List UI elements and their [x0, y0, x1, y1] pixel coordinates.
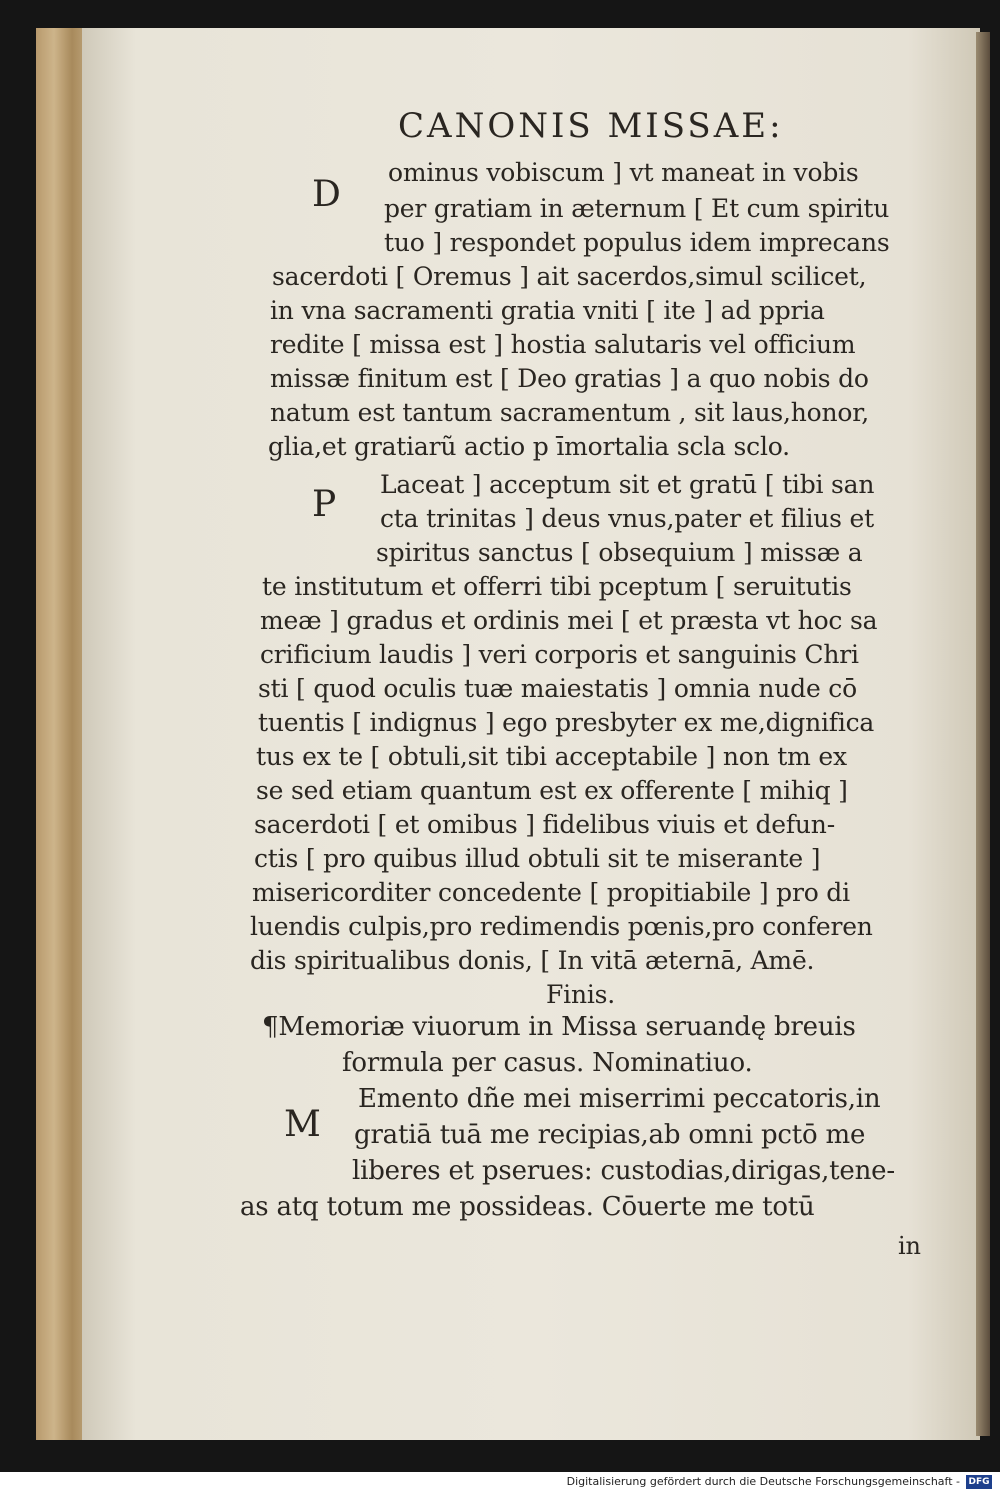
text-line: as atq totum me possideas. Cōuerte me totū	[240, 1192, 815, 1222]
text-line: Laceat ] acceptum sit et gratū [ tibi san	[380, 470, 875, 499]
text-line: tuo ] respondet populus idem imprecans	[384, 228, 890, 257]
initial-p: P	[312, 484, 337, 525]
text-line: redite [ missa est ] hostia salutaris vel officium	[270, 330, 856, 359]
footer-bar	[0, 1472, 1000, 1492]
finis-label: Finis.	[546, 980, 616, 1009]
text-line: te institutum et offerri tibi pceptum [ seruitutis	[262, 572, 852, 601]
text-line: liberes et pserues: custodias,dirigas,tene-	[352, 1156, 895, 1186]
running-head: CANONIS MISSAE:	[398, 106, 784, 146]
text-line: gratiā tuā me recipias,ab omni pctō me	[354, 1120, 866, 1150]
text-line: formula per casus. Nominatiuo.	[342, 1048, 753, 1078]
text-line: in vna sacramenti gratia vniti [ ite ] ad ppria	[270, 296, 825, 325]
text-line: ominus vobiscum ] vt maneat in vobis	[388, 158, 859, 187]
text-line: luendis culpis,pro redimendis pœnis,pro conferen	[250, 912, 873, 941]
initial-m: M	[284, 1104, 321, 1145]
text-line: glia,et gratiarũ actio p īmortalia scla sclo.	[268, 432, 790, 461]
text-line: sacerdoti [ et omibus ] fidelibus viuis et defun-	[254, 810, 835, 839]
text-line: Emento dñe mei miserrimi peccatoris,in	[358, 1084, 881, 1114]
text-line: se sed etiam quantum est ex offerente [ mihiq ]	[256, 776, 848, 805]
text-line: missæ finitum est [ Deo gratias ] a quo nobis do	[270, 364, 869, 393]
text-line: cta trinitas ] deus vnus,pater et filius et	[380, 504, 874, 533]
funding-notice: Digitalisierung gefördert durch die Deutsche Forschungsgemeinschaft -	[566, 1475, 960, 1488]
text-line: per gratiam in æternum [ Et cum spiritu	[384, 194, 890, 223]
text-line: sacerdoti [ Oremus ] ait sacerdos,simul scilicet,	[272, 262, 867, 291]
text-line: meæ ] gradus et ordinis mei [ et præsta vt hoc sa	[260, 606, 878, 635]
dfg-logo: DFG	[966, 1475, 992, 1489]
catchword: in	[898, 1232, 921, 1260]
initial-d: D	[312, 174, 341, 215]
text-line: ¶Memoriæ viuorum in Missa seruandę breuis	[262, 1012, 856, 1042]
text-line: ctis [ pro quibus illud obtuli sit te miserante ]	[254, 844, 821, 873]
text-line: tus ex te [ obtuli,sit tibi acceptabile ] non tm ex	[256, 742, 847, 771]
text-line: sti [ quod oculis tuæ maiestatis ] omnia nude cō	[258, 674, 857, 703]
text-line: tuentis [ indignus ] ego presbyter ex me,dignifica	[258, 708, 875, 737]
text-line: natum est tantum sacramentum , sit laus,honor,	[270, 398, 870, 427]
text-line: misericorditer concedente [ propitiabile ] pro di	[252, 878, 850, 907]
text-line: dis spiritualibus donis, [ In vitā æternā, Amē.	[250, 946, 815, 975]
text-line: crificium laudis ] veri corporis et sanguinis Chri	[260, 640, 859, 669]
text-line: spiritus sanctus [ obsequium ] missæ a	[376, 538, 863, 567]
